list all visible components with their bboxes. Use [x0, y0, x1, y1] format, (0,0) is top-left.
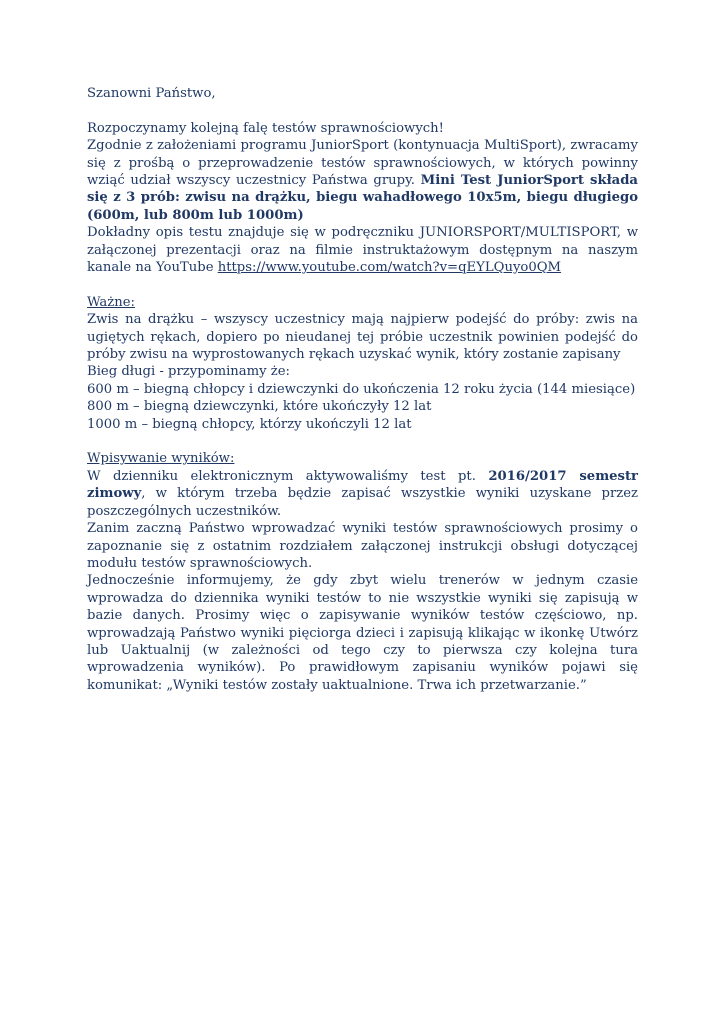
run-intro: Bieg długi - przypominamy że:	[87, 364, 291, 380]
spacer	[87, 433, 638, 450]
results-p1-after: , w którym trzeba będzie zapisać wszystkie wyniki uzyskane przez poszczególnych uczestników.	[87, 486, 638, 519]
important-heading: Ważne:	[87, 294, 135, 310]
run-item-600: 600 m – biegną chłopcy i dziewczynki do ukończenia 12 roku życia (144 miesiące)	[87, 381, 636, 397]
results-paragraph-1	[87, 468, 638, 520]
results-heading: Wpisywanie wyników:	[87, 451, 235, 467]
intro-headline: Rozpoczynamy kolejną falę testów sprawnościowych!	[87, 120, 444, 136]
test-description-paragraph	[87, 224, 638, 276]
intro-paragraph	[87, 137, 638, 224]
results-paragraph-3: Jednocześnie informujemy, że gdy zbyt wielu trenerów w jednym czasie wprowadza do dziennika wyniki testów to nie wszystkie wyniki się zapisują w bazie danych. Prosimy więc o zapisywanie wyników testów częściowo, np. wprowadzają Państwo wyniki pięciorga dzieci i zapisują klikając w ikonkę Utwórz lub Uaktualnij (w zależności od tego czy to pierwsza czy kolejna tura wprowadzenia wyników). Po prawidłowym zapisaniu wyników pojawi się komunikat: „Wyniki testów zostały uaktualnione. Trwa ich przetwarzanie.”	[87, 573, 638, 693]
spacer	[87, 276, 638, 293]
youtube-link[interactable]: https://www.youtube.com/watch?v=qEYLQuyo0QM	[217, 260, 562, 276]
hang-instructions: Zwis na drążku – wszyscy uczestnicy mają najpierw podejść do próby: zwis na ugiętych rękach, dopiero po nieudanej tej próbie uczestnik powinien podejść do próby zwisu na wyprostowanych rękach uzyskać wynik, który zostanie zapisany	[87, 312, 638, 363]
run-item-1000: 1000 m – biegną chłopcy, którzy ukończyli 12 lat	[87, 416, 412, 432]
test-name: 2016/2017 semestr zimowy	[87, 468, 639, 502]
intro-paragraph-text: Zgodnie z założeniami programu JuniorSport (kontynuacja MultiSport), zwracamy się z prośbą o przeprowadzenie testów sprawnościowych, w których powinny wziąć udział wszyscy uczestnicy Państwa grupy.	[87, 138, 638, 189]
mini-test-description: Mini Test JuniorSport składa się z 3 prób: zwisu na drążku, biegu wahadłowego 10x5m, biegu długiego (600m, lub 800m lub 1000m)	[87, 173, 638, 223]
results-paragraph-2: Zanim zaczną Państwo wprowadzać wyniki testów sprawnościowych prosimy o zapoznanie się z ostatnim rozdziałem załączonej instrukcji obsługi dotyczącej modułu testów sprawnościowych.	[87, 521, 638, 571]
results-p1-before: W dzienniku elektronicznym aktywowaliśmy test pt.	[87, 468, 489, 484]
run-item-800: 800 m – biegną dziewczynki, które ukończyły 12 lat	[87, 399, 432, 415]
letter-page	[87, 85, 638, 694]
test-description-text: Dokładny opis testu znajduje się w podręczniku JUNIORSPORT/MULTISPORT, w załączonej prezentacji oraz na filmie instruktażowym dostępnym na naszym kanale na YouTube	[87, 225, 638, 276]
greeting: Szanowni Państwo,	[87, 86, 216, 101]
spacer	[87, 102, 638, 119]
